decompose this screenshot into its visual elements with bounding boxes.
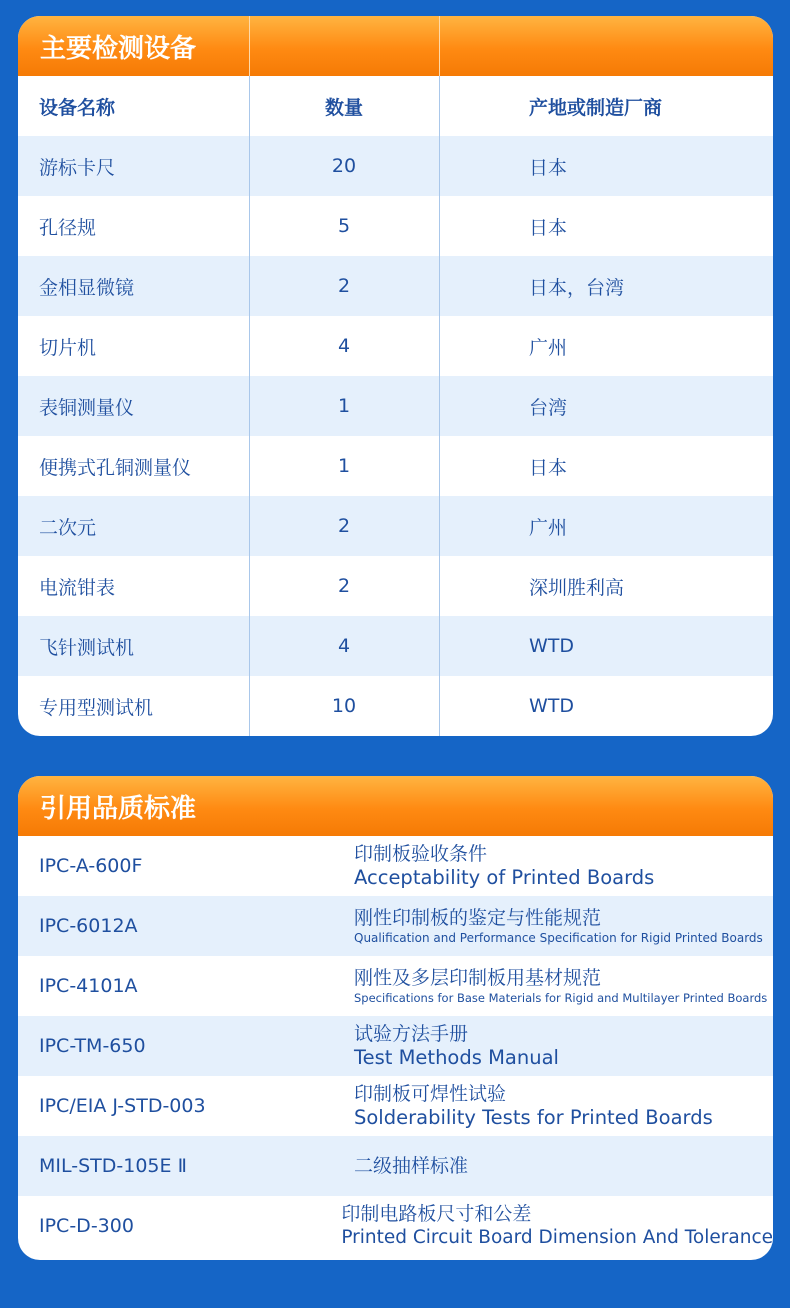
equipment-table [18,76,773,736]
equipment-origin: 日本 [529,456,568,479]
table-row [18,956,773,1016]
table-row [18,896,773,956]
table-row [18,256,773,316]
equipment-qty: 10 [331,695,357,717]
standard-description [341,1203,773,1249]
standards-title: 引用品质标准 [40,793,197,824]
equipment-qty: 2 [337,515,351,537]
standard-name-en: Solderability Tests for Printed Boards [354,1106,713,1129]
equipment-name: 切片机 [39,336,97,359]
header-divider [439,16,440,76]
table-header-row [18,76,773,136]
standard-code: IPC-4101A [39,975,138,997]
table-row [18,1196,773,1256]
equipment-origin: 台湾 [529,396,568,419]
header-divider [249,16,250,76]
equipment-qty: 2 [337,275,351,297]
equipment-card [18,16,773,736]
table-row [18,1136,773,1196]
standard-description [354,1083,773,1129]
standard-name-en: Test Methods Manual [354,1046,559,1069]
equipment-title: 主要检测设备 [40,33,197,64]
standard-name-zh: 印制板可焊性试验 [354,1083,507,1105]
equipment-name: 金相显微镜 [39,276,135,299]
standard-description [354,1023,773,1069]
equipment-origin: 日本 [529,156,568,179]
table-row [18,1076,773,1136]
table-row [18,556,773,616]
equipment-name: 便携式孔铜测量仪 [39,456,192,479]
standard-description [354,967,773,1006]
standard-name-zh: 刚性印制板的鉴定与性能规范 [354,906,602,929]
equipment-qty: 1 [337,455,351,477]
equipment-qty: 4 [337,335,351,357]
equipment-origin: WTD [529,635,575,657]
standard-name-zh: 二级抽样标准 [354,1154,469,1177]
standard-description [354,1155,773,1178]
column-divider [249,76,250,736]
equipment-name: 表铜测量仪 [39,396,135,419]
equipment-qty: 4 [337,635,351,657]
table-row [18,836,773,896]
table-row [18,316,773,376]
column-divider [439,76,440,736]
equipment-name: 二次元 [39,516,97,539]
equipment-name: 专用型测试机 [39,696,154,719]
equipment-name: 孔径规 [39,216,97,239]
standard-name-zh: 印制电路板尺寸和公差 [341,1203,532,1225]
equipment-origin: 广州 [529,336,568,359]
standard-name-en: Qualification and Performance Specification for Rigid Printed Boards [354,930,763,945]
equipment-qty: 20 [331,155,357,177]
equipment-name: 飞针测试机 [39,636,135,659]
col-header-qty: 数量 [324,96,363,119]
table-row [18,376,773,436]
equipment-origin: 深圳胜利高 [529,576,625,599]
standard-description [354,843,773,889]
standard-name-zh: 刚性及多层印制板用基材规范 [354,966,602,989]
equipment-origin: 广州 [529,516,568,539]
standard-code: IPC-D-300 [39,1215,134,1237]
col-header-name: 设备名称 [39,96,116,119]
standard-code: IPC-A-600F [39,855,143,877]
standard-name-en: Specifications for Base Materials for Rigid and Multilayer Printed Boards [354,990,768,1005]
table-row [18,676,773,736]
equipment-origin: 日本，台湾 [529,276,625,299]
table-row [18,136,773,196]
equipment-name: 电流钳表 [39,576,116,599]
table-row [18,496,773,556]
table-row [18,196,773,256]
table-row [18,616,773,676]
equipment-name: 游标卡尺 [39,156,116,179]
table-row [18,1016,773,1076]
standard-name-en: Printed Circuit Board Dimension And Tolerance [341,1227,773,1248]
equipment-qty: 5 [337,215,351,237]
equipment-origin: 日本 [529,216,568,239]
standard-description [354,907,773,946]
standard-code: IPC/EIA J-STD-003 [39,1095,206,1117]
standards-card [18,776,773,1260]
standard-code: IPC-TM-650 [39,1035,146,1057]
equipment-qty: 1 [337,395,351,417]
table-row [18,436,773,496]
standards-header [18,776,773,836]
standard-code: MIL-STD-105E Ⅱ [39,1155,187,1177]
equipment-qty: 2 [337,575,351,597]
standards-table [18,836,773,1256]
col-header-origin: 产地或制造厂商 [529,96,663,119]
standard-name-zh: 印制板验收条件 [354,843,488,865]
standard-code: IPC-6012A [39,915,138,937]
standard-name-zh: 试验方法手册 [354,1023,469,1045]
equipment-origin: WTD [529,695,575,717]
standard-name-en: Acceptability of Printed Boards [354,866,655,889]
equipment-header [18,16,773,76]
